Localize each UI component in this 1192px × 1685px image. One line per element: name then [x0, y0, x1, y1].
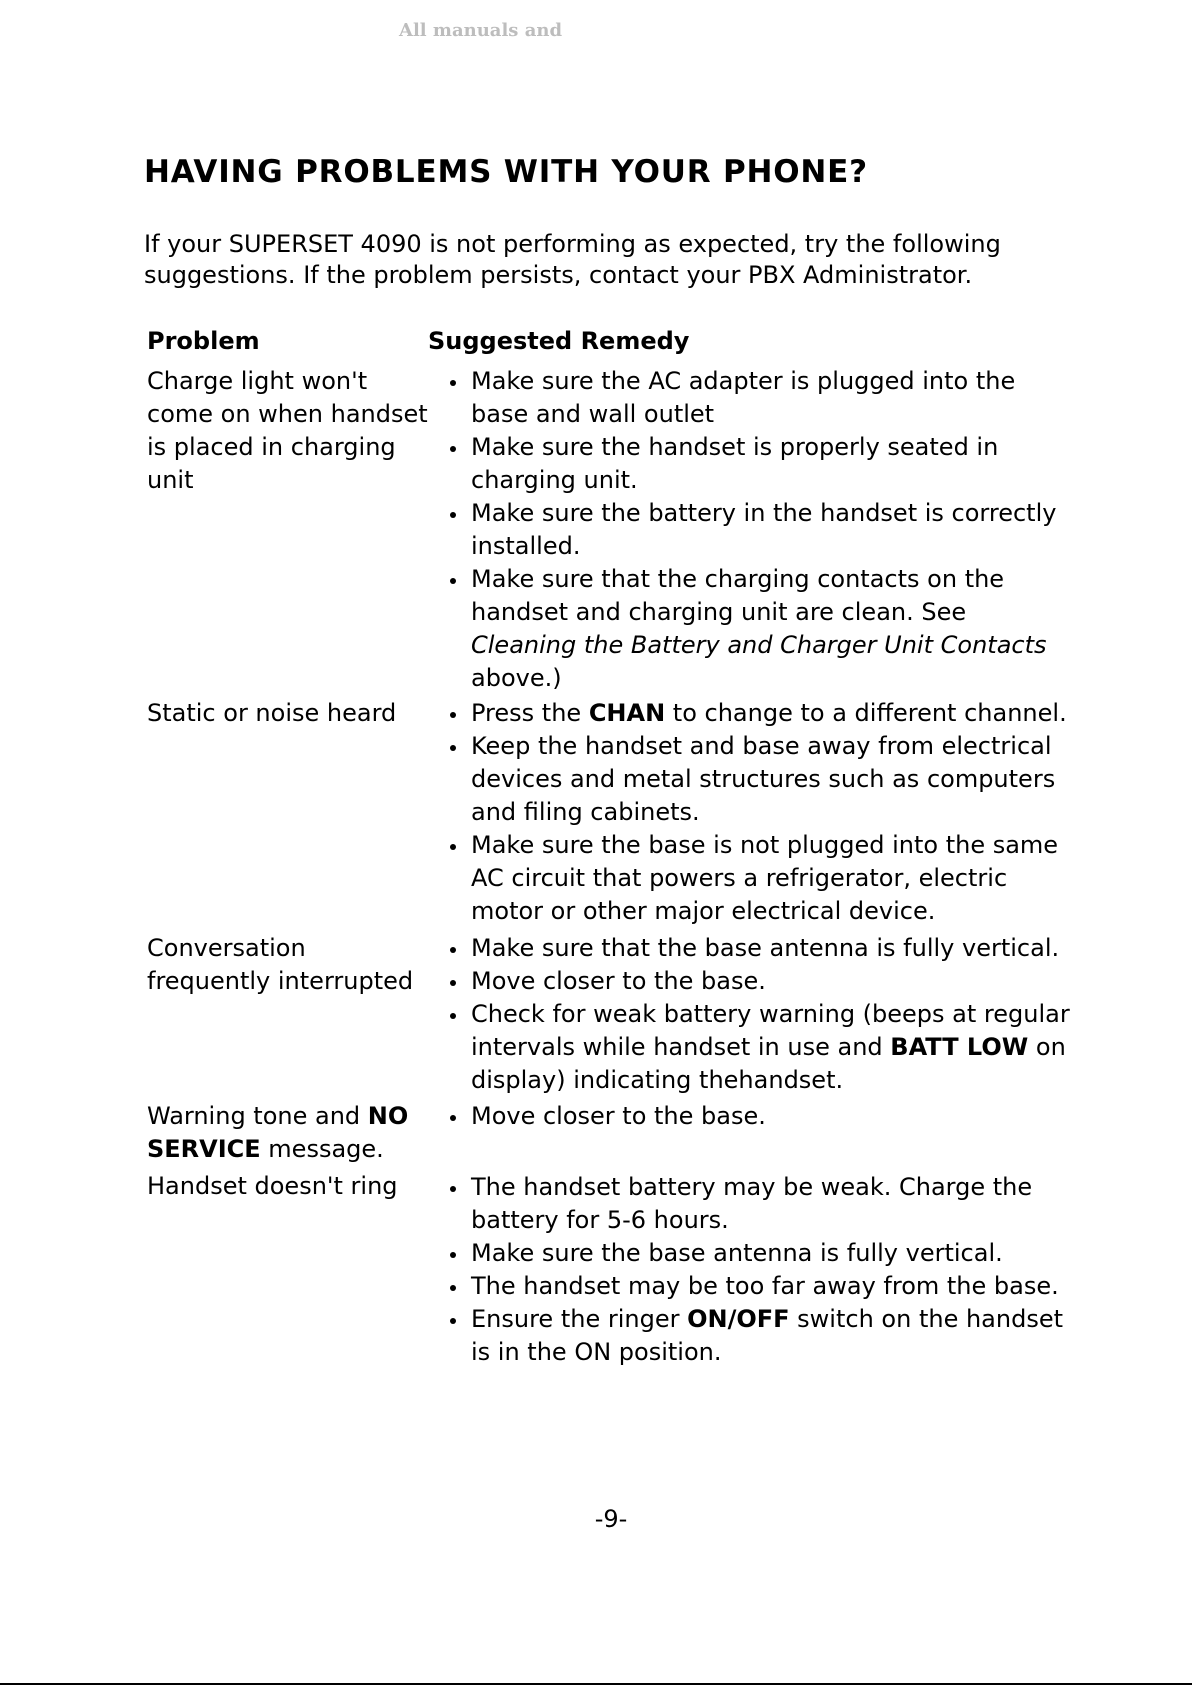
problem-cell: Handset doesn't ring	[147, 1172, 398, 1200]
remedy-item: Make sure the AC adapter is plugged into the base and wall outlet	[471, 365, 1077, 431]
key-label: CHAN	[588, 699, 666, 727]
remedy-text: Check for weak battery warning (beeps at regular intervals while handset in use and	[471, 1000, 1070, 1061]
remedy-item: The handset battery may be weak. Charge the battery for 5-6 hours.	[471, 1171, 1077, 1237]
remedy-item: Keep the handset and base away from electrical devices and metal structures such as computers and filing cabinets.	[471, 730, 1077, 829]
remedy-cell	[428, 932, 1077, 1097]
table-row	[147, 932, 1077, 1100]
remedy-cell	[428, 697, 1077, 928]
remedy-list	[428, 1171, 1077, 1369]
remedy-cell	[428, 1170, 1077, 1369]
remedy-item: Make sure the battery in the handset is correctly installed.	[471, 497, 1077, 563]
page-title: HAVING PROBLEMS WITH YOUR PHONE?	[144, 154, 868, 190]
intro-paragraph: If your SUPERSET 4090 is not performing as expected, try the following suggestions. If the problem persists, contact your PBX Administrator.	[144, 230, 1001, 289]
problem-text: Warning tone and	[147, 1102, 368, 1130]
table-row	[147, 697, 1077, 932]
problem-column-header: Problem	[147, 327, 260, 355]
remedy-list	[428, 697, 1077, 928]
remedy-item: Make sure that the base antenna is fully vertical.	[471, 932, 1077, 965]
problem-cell: Static or noise heard	[147, 699, 397, 727]
remedy-item: The handset may be too far away from the base.	[471, 1270, 1077, 1303]
display-message: BATT LOW	[890, 1033, 1029, 1061]
remedy-list	[428, 1100, 1077, 1133]
display-message: NO SERVICE	[147, 1102, 409, 1163]
remedy-text: Press the	[471, 699, 589, 727]
page-number: -9-	[594, 1505, 628, 1533]
problem-cell: Conversation frequently interrupted	[147, 934, 414, 995]
table-row	[147, 1100, 1077, 1170]
remedy-list	[428, 365, 1077, 695]
remedy-cell	[428, 1100, 1077, 1133]
remedy-column-header: Suggested Remedy	[428, 327, 690, 355]
section-reference: Cleaning the Battery and Charger Unit Contacts	[471, 631, 1047, 659]
remedy-text: switch on the handset is in the ON position.	[471, 1305, 1064, 1366]
remedy-cell	[428, 365, 1077, 695]
table-header-row	[147, 325, 1077, 365]
table-row	[147, 1170, 1077, 1369]
table-row	[147, 365, 1077, 697]
remedy-text: on display) indicating thehandset.	[471, 1033, 1066, 1094]
remedy-item	[471, 998, 1077, 1097]
problem-cell: Charge light won't come on when handset is placed in charging unit	[147, 367, 428, 494]
remedy-item	[471, 1303, 1077, 1369]
remedy-text: above.)	[471, 664, 562, 692]
problem-text: message.	[260, 1135, 384, 1163]
troubleshooting-table	[147, 325, 1077, 1369]
problem-cell	[147, 1100, 428, 1166]
remedy-item: Make sure the base antenna is fully vertical.	[471, 1237, 1077, 1270]
remedy-item: Make sure the base is not plugged into the same AC circuit that powers a refrigerator, electric motor or other major electrical device.	[471, 829, 1077, 928]
remedy-list	[428, 932, 1077, 1097]
remedy-text: Make sure that the charging contacts on the handset and charging unit are clean. See	[471, 565, 1005, 626]
remedy-item: Move closer to the base.	[471, 965, 1077, 998]
watermark-text: All manuals and	[399, 20, 563, 41]
remedy-item	[471, 697, 1077, 730]
remedy-item	[471, 563, 1077, 695]
remedy-text: to change to a different channel.	[665, 699, 1067, 727]
switch-label: ON/OFF	[687, 1305, 790, 1333]
remedy-item: Make sure the handset is properly seated in charging unit.	[471, 431, 1077, 497]
remedy-item: Move closer to the base.	[471, 1100, 1077, 1133]
remedy-text: Ensure the ringer	[471, 1305, 688, 1333]
